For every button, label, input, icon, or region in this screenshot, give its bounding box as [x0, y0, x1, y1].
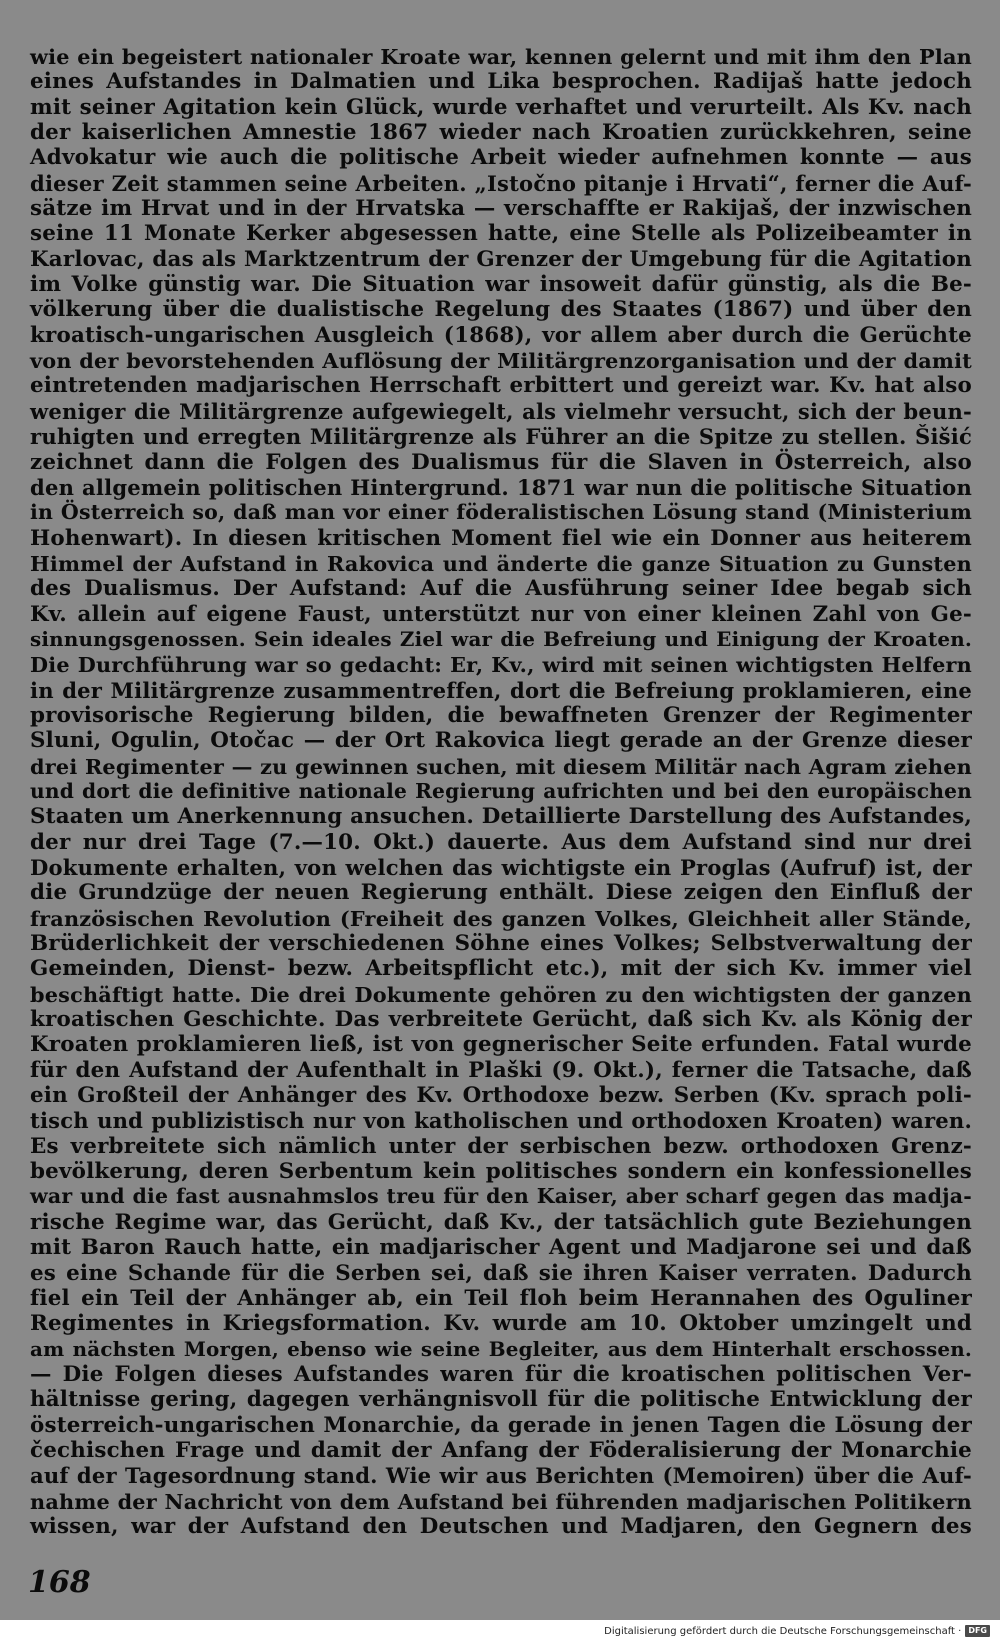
text-line: am nächsten Morgen, ebenso wie seine Begleiter, aus dem Hinterhalt erschossen. [30, 1336, 972, 1361]
text-line: sinnungsgenossen. Sein ideales Ziel war die Befreiung und Einigung der Kroaten. [30, 626, 972, 651]
text-line: sätze im Hrvat und in der Hrvatska — verschaffte er Rakijaš, der inzwischen [30, 196, 972, 222]
text-line: mit Baron Rauch hatte, ein madjarischer Agent und Madjarone sei und daß [30, 1235, 972, 1261]
text-line: — Die Folgen dieses Aufstandes waren für die kroatischen politischen Ver- [30, 1361, 972, 1387]
text-line: eintretenden madjarischen Herrschaft erbittert und gereizt war. Kv. hat also [30, 373, 972, 399]
page-number: 168 [28, 1565, 91, 1600]
text-line: für den Aufstand der Aufenthalt in Plaški (9. Okt.), ferner die Tatsache, daß [30, 1057, 972, 1083]
text-line: ruhigten und erregten Militärgrenze als Führer an die Spitze zu stellen. Šišić [30, 424, 972, 450]
text-line: Es verbreitete sich nämlich unter der serbischen bezw. orthodoxen Grenz- [30, 1133, 972, 1159]
text-line: im Volke günstig war. Die Situation war insoweit dafür günstig, als die Be- [30, 272, 972, 298]
text-line: rische Regime war, das Gerücht, daß Kv., der tatsächlich gute Beziehungen [30, 1209, 972, 1235]
text-line: und dort die definitive nationale Regierung aufrichten und bei den europäischen [30, 778, 972, 803]
text-line: beschäftigt hatte. Die drei Dokumente gehören zu den wichtigsten der ganzen [30, 981, 972, 1007]
text-line: Regimentes in Kriegsformation. Kv. wurde am 10. Oktober umzingelt und [30, 1311, 972, 1337]
text-line: in der Militärgrenze zusammentreffen, dort die Befreiung proklamieren, eine [30, 677, 972, 703]
text-line: in Österreich so, daß man vor einer föderalistischen Lösung stand (Ministerium [30, 500, 972, 525]
text-line: drei Regimenter — zu gewinnen suchen, mit diesem Militär nach Agram ziehen [30, 753, 972, 779]
text-line: Gemeinden, Dienst- bezw. Arbeitspflicht etc.), mit der sich Kv. immer viel [30, 956, 972, 982]
text-line: völkerung über die dualistische Regelung des Staates (1867) und über den [30, 297, 972, 323]
text-line: österreich-ungarischen Monarchie, da gerade in jenen Tagen die Lösung der [30, 1412, 972, 1438]
text-line: seine 11 Monate Kerker abgesessen hatte, eine Stelle als Polizeibeamter in [30, 221, 972, 247]
text-line: von der bevorstehenden Auflösung der Militärgrenzorganisation und der damit [30, 348, 972, 374]
text-line: wissen, war der Aufstand den Deutschen und Madjaren, den Gegnern des [30, 1513, 972, 1539]
text-line: zeichnet dann die Folgen des Dualismus für die Slaven in Österreich, also [30, 449, 972, 475]
text-line: die Grundzüge der neuen Regierung enthält. Diese zeigen den Einfluß der [30, 880, 972, 906]
text-line: nahme der Nachricht von dem Aufstand bei führenden madjarischen Politikern [30, 1488, 972, 1514]
text-line: weniger die Militärgrenze aufgewiegelt, als vielmehr versucht, sich der beun- [30, 398, 972, 424]
text-line: Die Durchführung war so gedacht: Er, Kv., wird mit seinen wichtigsten Helfern [30, 652, 972, 678]
text-line: Kroaten proklamieren ließ, ist von gegnerischer Seite erfunden. Fatal wurde [30, 1032, 972, 1058]
text-line: fiel ein Teil der Anhänger ab, ein Teil floh beim Herannahen des Oguliner [30, 1285, 972, 1311]
text-line: kroatisch-ungarischen Ausgleich (1868), vor allem aber durch die Gerüchte [30, 322, 972, 348]
text-line: čechischen Frage und damit der Anfang der Föderalisierung der Monarchie [30, 1437, 972, 1463]
text-line: auf der Tagesordnung stand. Wie wir aus Berichten (Memoiren) über die Auf- [30, 1463, 972, 1489]
text-line: den allgemein politischen Hintergrund. 1871 war nun die politische Situation [30, 474, 972, 500]
text-line: Hohenwart). In diesen kritischen Moment fiel wie ein Donner aus heiterem [30, 525, 972, 551]
text-line: dieser Zeit stammen seine Arbeiten. „Istočno pitanje i Hrvati“, ferner die Auf- [30, 170, 972, 196]
text-line: Karlovac, das als Marktzentrum der Grenzer der Umgebung für die Agitation [30, 246, 972, 272]
text-line: Kv. allein auf eigene Faust, unterstützt nur von einer kleinen Zahl von Ge- [30, 601, 972, 627]
text-line: hältnisse gering, dagegen verhängnisvoll für die politische Entwicklung der [30, 1387, 972, 1413]
text-line: Sluni, Ogulin, Otočac — der Ort Rakovica liegt gerade an der Grenze dieser [30, 728, 972, 754]
text-line: Himmel der Aufstand in Rakovica und änderte die ganze Situation zu Gunsten [30, 550, 972, 576]
text-line: Advokatur wie auch die politische Arbeit wieder aufnehmen konnte — aus [30, 145, 972, 171]
text-line: der kaiserlichen Amnestie 1867 wieder nach Kroatien zurückkehren, seine [30, 120, 972, 146]
text-line: des Dualismus. Der Aufstand: Auf die Ausführung seiner Idee begab sich [30, 576, 972, 602]
dfg-logo: DFG [965, 1625, 990, 1637]
digitization-footer [604, 1623, 990, 1639]
text-line: war und die fast ausnahmslos treu für den Kaiser, aber scharf gegen das madja- [30, 1184, 972, 1209]
text-line: ein Großteil der Anhänger des Kv. Orthodoxe bezw. Serben (Kv. sprach poli- [30, 1083, 972, 1109]
body-text [30, 44, 972, 1539]
text-line: tisch und publizistisch nur von katholischen und orthodoxen Kroaten) waren. [30, 1108, 972, 1134]
text-line: der nur drei Tage (7.—10. Okt.) dauerte. Aus dem Aufstand sind nur drei [30, 829, 972, 855]
text-line: kroatischen Geschichte. Das verbreitete Gerücht, daß sich Kv. als König der [30, 1007, 972, 1033]
text-line: Brüderlichkeit der verschiedenen Söhne eines Volkes; Selbstverwaltung der [30, 931, 972, 957]
text-line: provisorische Regierung bilden, die bewaffneten Grenzer der Regimenter [30, 702, 972, 728]
text-line: mit seiner Agitation kein Glück, wurde verhaftet und verurteilt. Als Kv. nach [30, 94, 972, 120]
footer-credit: Digitalisierung gefördert durch die Deutsche Forschungsgemeinschaft · [604, 1625, 962, 1637]
text-line: wie ein begeistert nationaler Kroate war, kennen gelernt und mit ihm den Plan [30, 44, 972, 69]
text-line: Dokumente erhalten, von welchen das wichtigste ein Proglas (Aufruf) ist, der [30, 855, 972, 880]
text-line: eines Aufstandes in Dalmatien und Lika besprochen. Radijaš hatte jedoch [30, 69, 972, 95]
text-line: es eine Schande für die Serben sei, daß sie ihren Kaiser verraten. Dadurch [30, 1260, 972, 1286]
text-line: bevölkerung, deren Serbentum kein politisches sondern ein konfessionelles [30, 1159, 972, 1185]
text-line: Staaten um Anerkennung ansuchen. Detaillierte Darstellung des Aufstandes, [30, 804, 972, 830]
text-line: französischen Revolution (Freiheit des ganzen Volkes, Gleichheit aller Stände, [30, 905, 972, 931]
